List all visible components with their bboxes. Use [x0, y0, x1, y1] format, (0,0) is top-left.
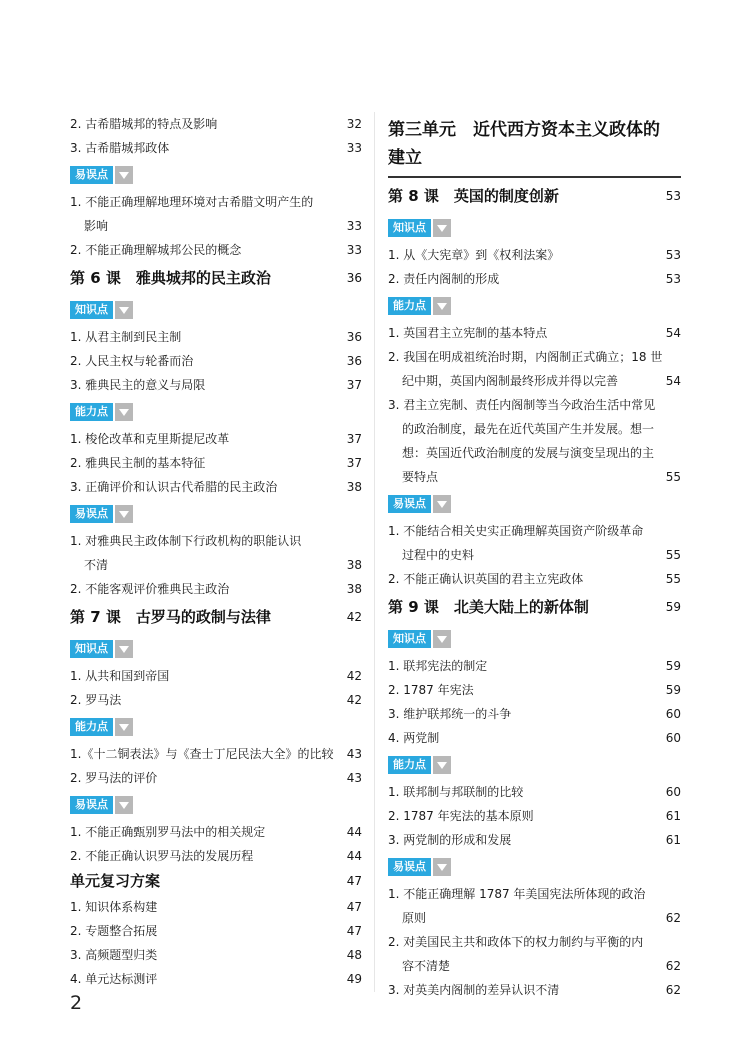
triangle-down-icon: [115, 796, 133, 814]
toc-entry[interactable]: [70, 214, 362, 238]
toc-entry-page: 59: [665, 683, 681, 697]
toc-entry-text: 不清: [84, 558, 109, 572]
toc-entry-page: 61: [665, 833, 681, 847]
toc-entry[interactable]: [70, 325, 362, 349]
toc-entry-page: 44: [346, 849, 362, 863]
toc-entry[interactable]: [70, 190, 362, 214]
toc-entry[interactable]: [388, 702, 681, 726]
toc-entry-page: 47: [346, 924, 362, 938]
section-badge-row: [70, 295, 362, 325]
triangle-down-icon: [433, 495, 451, 513]
toc-entry-text: 影响: [84, 219, 109, 233]
toc-entry[interactable]: [70, 742, 362, 766]
toc-entry-page: 42: [346, 693, 362, 707]
triangle-down-icon: [433, 858, 451, 876]
toc-entry[interactable]: [388, 654, 681, 678]
toc-entry[interactable]: [70, 373, 362, 397]
toc-entry-text: 1. 不能结合相关史实正确理解英国资产阶级革命: [388, 524, 644, 538]
triangle-down-icon: [115, 640, 133, 658]
triangle-down-icon: [433, 297, 451, 315]
toc-entry-text: 4. 两党制: [388, 731, 440, 745]
lesson-title-text: 第 6 课 雅典城邦的民主政治: [70, 269, 271, 287]
toc-entry-page: 60: [665, 785, 681, 799]
toc-entry[interactable]: [388, 804, 681, 828]
toc-entry[interactable]: [70, 943, 362, 967]
toc-entry-page: 60: [665, 707, 681, 721]
toc-entry[interactable]: [70, 529, 362, 553]
toc-entry-page: 54: [665, 374, 681, 388]
toc-entry-text: 2. 不能正确认识罗马法的发展历程: [70, 849, 254, 863]
toc-entry-page: 42: [346, 669, 362, 683]
toc-entry-text: 1. 英国君主立宪制的基本特点: [388, 326, 548, 340]
triangle-down-icon: [115, 718, 133, 736]
section-badge-zhishi: 知识点: [70, 640, 113, 658]
toc-entry[interactable]: [70, 349, 362, 373]
toc-entry-page: 37: [346, 432, 362, 446]
page-number: 2: [70, 992, 83, 1014]
section-badge-row: [70, 790, 362, 820]
toc-entry-text: 1.《十二铜表法》与《查士丁尼民法大全》的比较: [70, 747, 334, 761]
section-badge-nengli: 能力点: [388, 297, 431, 315]
triangle-down-icon: [433, 756, 451, 774]
toc-entry[interactable]: [388, 519, 681, 543]
toc-entry-page: 55: [665, 548, 681, 562]
toc-entry[interactable]: [70, 895, 362, 919]
toc-entry[interactable]: [70, 820, 362, 844]
toc-entry[interactable]: [388, 267, 681, 291]
toc-entry-text: 1. 不能正确甄别罗马法中的相关规定: [70, 825, 266, 839]
unit-review-title-text: 单元复习方案: [70, 872, 161, 890]
triangle-down-icon: [115, 166, 133, 184]
section-badge-yiwu: 易误点: [388, 495, 431, 513]
toc-entry-page: 53: [665, 272, 681, 286]
toc-entry[interactable]: [388, 243, 681, 267]
section-badge-row: [70, 712, 362, 742]
triangle-down-icon: [115, 301, 133, 319]
section-badge-zhishi: 知识点: [388, 219, 431, 237]
toc-entry[interactable]: [388, 321, 681, 345]
toc-entry-page: 38: [346, 582, 362, 596]
toc-entry-text: 2. 不能正确认识英国的君主立宪政体: [388, 572, 584, 586]
lesson-page: 36: [346, 271, 362, 285]
toc-entry[interactable]: [388, 345, 681, 369]
lesson-title[interactable]: [70, 262, 362, 295]
toc-entry-page: 33: [346, 243, 362, 257]
toc-entry-page: 32: [346, 117, 362, 131]
lesson-title-text: 第 7 课 古罗马的政制与法律: [70, 608, 271, 626]
toc-entry-text: 2. 罗马法: [70, 693, 122, 707]
toc-entry[interactable]: [70, 844, 362, 868]
toc-entry-text: 1. 从《大宪章》到《权利法案》: [388, 248, 560, 262]
toc-entry-text: 2. 雅典民主制的基本特征: [70, 456, 206, 470]
toc-entry[interactable]: [388, 780, 681, 804]
section-badge-yiwu: 易误点: [70, 796, 113, 814]
toc-entry-page: 62: [665, 959, 681, 973]
toc-entry-page: 37: [346, 456, 362, 470]
toc-entry-text: 3. 雅典民主的意义与局限: [70, 378, 206, 392]
unit-review-title[interactable]: [70, 868, 362, 895]
toc-entry-text: 3. 正确评价和认识古代希腊的民主政治: [70, 480, 278, 494]
toc-entry[interactable]: [70, 664, 362, 688]
toc-entry[interactable]: [70, 766, 362, 790]
toc-entry-text: 纪中期，英国内阁制最终形成并得以完善: [402, 374, 619, 388]
section-badge-nengli: 能力点: [388, 756, 431, 774]
toc-entry[interactable]: [70, 688, 362, 712]
toc-entry[interactable]: [70, 577, 362, 601]
toc-entry[interactable]: [70, 136, 362, 160]
toc-entry-text: 3. 对英美内阁制的差异认识不清: [388, 983, 560, 997]
toc-entry[interactable]: [70, 553, 362, 577]
lesson-title[interactable]: [388, 591, 681, 624]
section-badge-yiwu: 易误点: [70, 505, 113, 523]
toc-entry[interactable]: [388, 393, 681, 417]
toc-entry[interactable]: [388, 369, 681, 393]
section-badge-yiwu: 易误点: [388, 858, 431, 876]
toc-entry-text: 3. 君主立宪制、责任内阁制等当今政治生活中常见: [388, 398, 656, 412]
left-column: [70, 112, 362, 991]
toc-entry-text: 3. 古希腊城邦政体: [70, 141, 170, 155]
toc-entry-page: 38: [346, 480, 362, 494]
section-badge-row: [70, 499, 362, 529]
toc-entry-page: 55: [665, 572, 681, 586]
toc-entry[interactable]: [70, 451, 362, 475]
toc-entry-text: 1. 联邦宪法的制定: [388, 659, 488, 673]
triangle-down-icon: [433, 630, 451, 648]
toc-entry-page: 62: [665, 983, 681, 997]
lesson-title-text: 第 9 课 北美大陆上的新体制: [388, 598, 589, 616]
toc-entry-text: 的政治制度，最先在近代英国产生并发展。想一: [402, 422, 655, 436]
toc-entry-page: 43: [346, 747, 362, 761]
unit-title-line-1: 第三单元 近代西方资本主义政体的: [388, 120, 660, 140]
toc-entry-text: 2. 专题整合拓展: [70, 924, 158, 938]
toc-entry-page: 62: [665, 911, 681, 925]
section-badge-nengli: 能力点: [70, 718, 113, 736]
toc-entry-page: 49: [346, 972, 362, 986]
lesson-page: 42: [346, 610, 362, 624]
toc-entry[interactable]: [70, 238, 362, 262]
toc-entry[interactable]: [388, 930, 681, 954]
toc-entry-text: 3. 维护联邦统一的斗争: [388, 707, 512, 721]
toc-entry-page: 43: [346, 771, 362, 785]
toc-entry-text: 2. 不能客观评价雅典民主政治: [70, 582, 230, 596]
lesson-page: 53: [665, 189, 681, 203]
toc-entry-page: 61: [665, 809, 681, 823]
toc-entry[interactable]: [70, 919, 362, 943]
toc-entry-page: 33: [346, 219, 362, 233]
toc-entry-text: 2. 责任内阁制的形成: [388, 272, 500, 286]
toc-entry-text: 2. 1787 年宪法: [388, 683, 474, 697]
toc-entry-text: 1. 联邦制与邦联制的比较: [388, 785, 524, 799]
toc-entry[interactable]: [388, 417, 681, 441]
section-badge-row: [70, 634, 362, 664]
toc-entry-page: 36: [346, 330, 362, 344]
toc-entry-text: 2. 人民主权与轮番而治: [70, 354, 194, 368]
right-column: [388, 112, 681, 1002]
toc-entry-page: 55: [665, 470, 681, 484]
toc-entry-page: 59: [665, 659, 681, 673]
toc-entry[interactable]: [70, 967, 362, 991]
section-badge-row: [388, 489, 681, 519]
toc-entry-text: 1. 从君主制到民主制: [70, 330, 182, 344]
toc-entry[interactable]: [388, 543, 681, 567]
toc-entry[interactable]: [388, 954, 681, 978]
section-badge-yiwu: 易误点: [70, 166, 113, 184]
toc-entry-text: 1. 不能正确理解地理环境对古希腊文明产生的: [70, 195, 314, 209]
toc-entry-text: 要特点: [402, 470, 439, 484]
toc-entry-page: 33: [346, 141, 362, 155]
toc-entry[interactable]: [70, 112, 362, 136]
lesson-page: 59: [665, 600, 681, 614]
toc-entry-text: 3. 两党制的形成和发展: [388, 833, 512, 847]
toc-entry-page: 36: [346, 354, 362, 368]
toc-entry-text: 3. 高频题型归类: [70, 948, 158, 962]
toc-entry[interactable]: [388, 726, 681, 750]
toc-entry[interactable]: [70, 427, 362, 451]
section-badge-row: [388, 213, 681, 243]
toc-entry-text: 4. 单元达标测评: [70, 972, 158, 986]
toc-entry[interactable]: [388, 678, 681, 702]
toc-entry-page: 37: [346, 378, 362, 392]
triangle-down-icon: [115, 403, 133, 421]
toc-entry-page: 60: [665, 731, 681, 745]
toc-entry[interactable]: [388, 882, 681, 906]
toc-entry-text: 1. 对雅典民主政体制下行政机构的职能认识: [70, 534, 302, 548]
toc-entry-text: 过程中的史料: [402, 548, 475, 562]
toc-entry-text: 1. 不能正确理解 1787 年美国宪法所体现的政治: [388, 887, 646, 901]
section-badge-row: [388, 624, 681, 654]
triangle-down-icon: [433, 219, 451, 237]
column-divider: [374, 112, 375, 992]
lesson-title[interactable]: [388, 180, 681, 213]
section-badge-zhishi: 知识点: [388, 630, 431, 648]
toc-entry[interactable]: [388, 441, 681, 465]
toc-entry-text: 2. 不能正确理解城邦公民的概念: [70, 243, 242, 257]
toc-entry-text: 2. 1787 年宪法的基本原则: [388, 809, 534, 823]
toc-entry-text: 原则: [402, 911, 427, 925]
toc-entry-page: 47: [346, 900, 362, 914]
section-badge-row: [388, 852, 681, 882]
toc-entry-text: 1. 梭伦改革和克里斯提尼改革: [70, 432, 230, 446]
toc-entry-page: 53: [665, 248, 681, 262]
toc-entry-page: 48: [346, 948, 362, 962]
toc-entry[interactable]: [388, 465, 681, 489]
triangle-down-icon: [115, 505, 133, 523]
toc-entry-page: 38: [346, 558, 362, 572]
section-badge-row: [70, 160, 362, 190]
toc-entry[interactable]: [388, 567, 681, 591]
toc-entry-text: 2. 罗马法的评价: [70, 771, 158, 785]
toc-entry[interactable]: [388, 906, 681, 930]
toc-entry[interactable]: [70, 475, 362, 499]
toc-entry-text: 想：英国近代政治制度的发展与演变呈现出的主: [402, 446, 655, 460]
toc-entry-text: 2. 对美国民主共和政体下的权力制约与平衡的内: [388, 935, 644, 949]
toc-entry-text: 1. 知识体系构建: [70, 900, 158, 914]
lesson-title[interactable]: [70, 601, 362, 634]
lesson-title-text: 第 8 课 英国的制度创新: [388, 187, 559, 205]
toc-entry-text: 2. 我国在明成祖统治时期，内阁制正式确立；18 世: [388, 350, 663, 364]
toc-entry-text: 2. 古希腊城邦的特点及影响: [70, 117, 218, 131]
section-badge-row: [388, 750, 681, 780]
section-badge-row: [388, 291, 681, 321]
toc-entry[interactable]: [388, 978, 681, 1002]
section-badge-row: [70, 397, 362, 427]
toc-entry-page: 54: [665, 326, 681, 340]
unit-title: [388, 112, 681, 178]
section-badge-nengli: 能力点: [70, 403, 113, 421]
toc-entry-text: 容不清楚: [402, 959, 451, 973]
section-badge-zhishi: 知识点: [70, 301, 113, 319]
unit-title-line-2: 建立: [388, 148, 422, 168]
toc-entry-text: 1. 从共和国到帝国: [70, 669, 170, 683]
toc-entry[interactable]: [388, 828, 681, 852]
unit-review-page: 47: [346, 874, 362, 888]
toc-entry-page: 44: [346, 825, 362, 839]
